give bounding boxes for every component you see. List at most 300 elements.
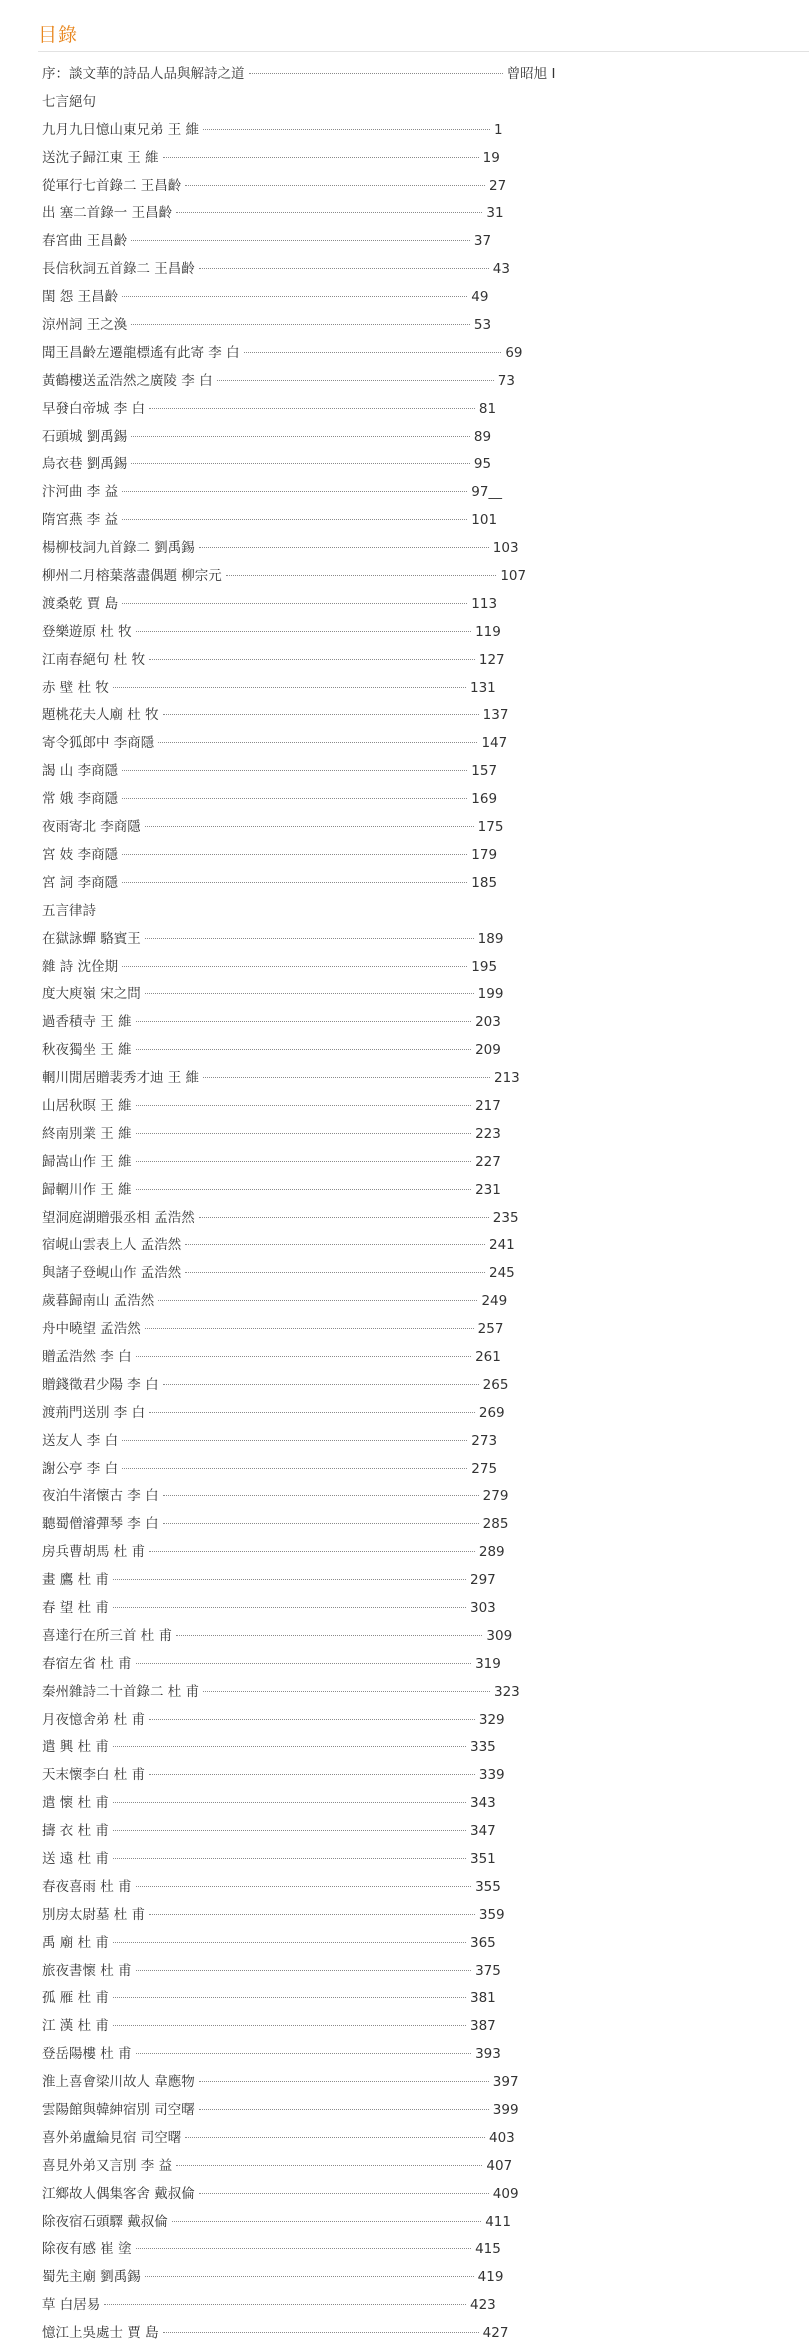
page-number: 309 [486,1627,513,1644]
toc-entry[interactable] [42,758,802,786]
entry-title: 畫 鷹 杜 甫 [42,1572,109,1589]
entry-title: 望洞庭湖贈張丞相 孟浩然 [42,1209,195,1226]
entry-title: 題桃花夫人廟 杜 牧 [42,707,159,724]
page-number: 231 [475,1181,501,1198]
toc-entry[interactable] [42,2264,802,2292]
page-number: 213 [493,1070,520,1087]
dot-leader [203,129,490,130]
heading-divider [38,51,809,52]
page-number: 97__ [471,484,502,501]
page-number: 113 [471,595,498,612]
page-number: 381 [470,1990,496,2007]
page-number: 409 [492,2185,519,2202]
toc-entry[interactable] [42,424,802,452]
toc-entry[interactable] [42,1511,802,1539]
page-number: 359 [478,1906,505,1923]
toc-entry[interactable] [42,479,802,507]
toc-entry[interactable] [42,1874,802,1902]
toc-entry[interactable] [42,702,802,730]
entry-title: 江南春絕句 杜 牧 [42,651,146,668]
entry-title: 舟中曉望 孟浩然 [42,1321,141,1338]
page-number: 365 [470,1934,496,1951]
dot-leader [145,993,474,994]
dot-leader [145,938,474,939]
dot-leader [199,2193,489,2194]
dot-leader [203,1691,490,1692]
toc-entry[interactable] [42,1260,802,1288]
entry-title: 春夜喜雨 杜 甫 [42,1878,132,1895]
page-number: 195 [471,958,498,975]
dot-leader [122,1440,467,1441]
toc-entry[interactable] [42,368,802,396]
page-number: 157 [471,763,498,780]
dot-leader [176,1635,482,1636]
dot-leader [136,2248,471,2249]
dot-leader [113,1830,466,1831]
dot-leader [199,2109,489,2110]
dot-leader [158,1300,477,1301]
page-number: 43 [492,261,510,278]
toc-entry[interactable] [42,730,802,758]
dot-leader [163,157,479,158]
toc-entry[interactable] [42,1846,802,1874]
toc-entry[interactable] [42,1205,802,1233]
toc-entry[interactable] [42,2153,802,2181]
toc-entry[interactable] [42,1065,802,1093]
page-number: 335 [470,1739,496,1756]
page-number: 387 [470,2018,496,2035]
dot-leader [113,1607,466,1608]
toc-entry[interactable] [42,1149,802,1177]
dot-leader [131,463,470,464]
page-number: 403 [489,2129,515,2146]
dot-leader [122,491,467,492]
entry-title: 禹 廟 杜 甫 [42,1934,109,1951]
entry-title: 房兵曹胡馬 杜 甫 [42,1544,146,1561]
entry-title: 聽蜀僧濬彈琴 李 白 [42,1516,159,1533]
dot-leader [136,1356,471,1357]
entry-title: 江鄉故人偶集客舍 戴叔倫 [42,2185,195,2202]
section-title: 五言律詩 [42,902,96,919]
toc-entry[interactable] [42,1037,802,1065]
toc-entry[interactable] [42,1009,802,1037]
entry-title: 登岳陽樓 杜 甫 [42,2046,132,2063]
toc-section-heading [42,89,802,117]
toc-entry[interactable] [42,173,802,201]
page-number: 73 [497,372,515,389]
page-number: 37 [473,233,492,250]
entry-title: 秋夜獨坐 王 維 [42,1042,132,1059]
entry-title: 夜雨寄北 李商隱 [42,819,141,836]
toc-entry[interactable] [42,842,802,870]
toc-entry[interactable] [42,2041,802,2069]
toc-entry[interactable] [42,228,802,256]
toc-entry[interactable] [42,2320,802,2348]
entry-title: 渡荊門送別 李 白 [42,1404,146,1421]
toc-entry[interactable] [42,1483,802,1511]
page-number: 217 [475,1097,501,1114]
dot-leader [163,714,479,715]
page-number: 329 [478,1711,505,1728]
toc-entry[interactable] [42,145,802,173]
toc-entry[interactable] [42,2292,802,2320]
dot-leader [136,1189,471,1190]
toc-entry[interactable] [42,1762,802,1790]
entry-title: 九月九日憶山東兄弟 王 維 [42,121,200,138]
entry-title: 歸輞川作 王 維 [42,1181,132,1198]
page-number: 297 [470,1572,496,1589]
entry-title: 除夜有感 崔 塗 [42,2241,132,2258]
dot-leader [145,1328,474,1329]
toc-entry[interactable] [42,507,802,535]
page-number: 289 [478,1544,505,1561]
entry-title: 終南別業 王 維 [42,1125,132,1142]
dot-leader [149,659,475,660]
toc-entry[interactable] [42,451,802,479]
page-number: 107 [500,568,527,585]
entry-title: 謝公亭 李 白 [42,1460,119,1477]
page-number: 411 [485,2213,511,2230]
toc-entry[interactable] [42,2209,802,2237]
toc-entry[interactable] [42,1567,802,1595]
page-number: 285 [482,1516,509,1533]
entry-title: 輞川閒居贈裴秀才迪 王 維 [42,1070,200,1087]
dot-leader [158,742,477,743]
page-number: 31 [486,205,504,222]
toc-entry[interactable] [42,1902,802,1930]
page-number: 241 [489,1237,515,1254]
entry-title: 喜達行在所三首 杜 甫 [42,1627,173,1644]
dot-leader [122,519,467,520]
entry-title: 憶江上吳處士 賈 島 [42,2325,159,2342]
entry-title: 黃鶴樓送孟浩然之廣陵 李 白 [42,372,213,389]
dot-leader [145,826,474,827]
entry-title: 與諸子登峴山作 孟浩然 [42,1265,182,1282]
toc-entry[interactable] [42,1679,802,1707]
entry-title: 柳州二月榕葉落盡偶題 柳宗元 [42,568,222,585]
page-number: 323 [493,1683,520,1700]
toc-entry[interactable] [42,61,802,89]
toc-entry[interactable] [42,591,802,619]
entry-title: 遣 興 杜 甫 [42,1739,109,1756]
entry-title: 送友人 李 白 [42,1432,119,1449]
entry-title: 別房太尉墓 杜 甫 [42,1906,146,1923]
page-number: 119 [475,623,501,640]
dot-leader [136,1663,471,1664]
toc-entry[interactable] [42,926,802,954]
page-number: 103 [492,540,519,557]
dot-leader [131,240,470,241]
toc-entry[interactable] [42,312,802,340]
toc-entry[interactable] [42,1985,802,2013]
page-number: 261 [475,1348,501,1365]
entry-title: 歲暮歸南山 孟浩然 [42,1293,155,1310]
page-number: 351 [470,1851,496,1867]
dot-leader [122,1468,467,1469]
page-number: 185 [471,874,498,891]
toc-entry[interactable] [42,1734,802,1762]
toc-entry[interactable] [42,786,802,814]
dot-leader [163,1495,479,1496]
toc-heading: 目錄 [38,24,79,46]
toc-entry[interactable] [42,1372,802,1400]
page-number: 415 [475,2241,501,2258]
page-number: 27 [489,177,507,194]
toc-entry[interactable] [42,954,802,982]
entry-title: 春宿左省 杜 甫 [42,1655,132,1672]
page-number: 419 [477,2269,504,2286]
dot-leader [145,2276,474,2277]
page-number: 53 [473,317,492,334]
entry-title: 天末懷李白 杜 甫 [42,1767,146,1784]
dot-leader [217,380,494,381]
page-number: 81 [478,400,497,417]
dot-leader [136,631,471,632]
page-number: 209 [475,1042,501,1059]
entry-title: 喜見外弟又言別 李 益 [42,2157,173,2174]
dot-leader [131,324,470,325]
page-number: 101 [471,512,498,529]
dot-leader [176,212,482,213]
entry-title: 登樂遊原 杜 牧 [42,623,132,640]
entry-title: 度大庾嶺 宋之問 [42,986,141,1003]
toc-entry[interactable] [42,981,802,1009]
entry-title: 旅夜書懷 杜 甫 [42,1962,132,1979]
page-number: 223 [475,1125,501,1142]
dot-leader [122,966,467,967]
dot-leader [113,687,466,688]
dot-leader [199,268,489,269]
toc-entry[interactable] [42,200,802,228]
dot-leader [149,408,475,409]
toc-entry[interactable] [42,1121,802,1149]
dot-leader [149,1719,475,1720]
entry-title: 宿峴山雲表上人 孟浩然 [42,1237,182,1254]
toc-entry[interactable] [42,1595,802,1623]
page-number: 147 [481,735,508,752]
entry-title: 閨 怨 王昌齡 [42,289,119,306]
page-number: 89 [473,428,492,445]
toc-entry[interactable] [42,1456,802,1484]
entry-title: 送 遠 杜 甫 [42,1851,109,1867]
toc-entry[interactable] [42,117,802,145]
dot-leader [163,2332,479,2333]
entry-title: 隋宮燕 李 益 [42,512,119,529]
entry-title: 江 漢 杜 甫 [42,2018,109,2035]
entry-title: 渡桑乾 賈 島 [42,595,119,612]
toc-entry[interactable] [42,535,802,563]
entry-title: 赤 壁 杜 牧 [42,679,109,696]
dot-leader [199,2081,489,2082]
dot-leader [113,2025,466,2026]
toc-entry[interactable] [42,284,802,312]
toc-entry[interactable] [42,814,802,842]
toc-entry[interactable] [42,1428,802,1456]
page-number: 423 [470,2297,496,2314]
page-number: 269 [478,1404,505,1421]
entry-title: 山居秋暝 王 維 [42,1097,132,1114]
page-number: 399 [492,2102,519,2119]
page-number: 227 [475,1153,501,1170]
toc-entry[interactable] [42,1930,802,1958]
page-number: 49 [471,289,489,306]
page-number: 375 [475,1962,501,1979]
dot-leader [136,1021,471,1022]
dot-leader [149,1774,475,1775]
entry-title: 謁 山 李商隱 [42,763,119,780]
entry-title: 遣 懷 杜 甫 [42,1795,109,1812]
toc-entry[interactable] [42,1539,802,1567]
page-number: 407 [486,2157,513,2174]
dot-leader [172,2221,481,2222]
entry-title: 淮上喜會梁川故人 韋應物 [42,2074,195,2091]
entry-title: 宮 詞 李商隱 [42,874,119,891]
page-number: 427 [482,2325,509,2342]
page-number: 319 [475,1655,501,1672]
page-number: 249 [481,1293,508,1310]
toc-entry[interactable] [42,647,802,675]
dot-leader [122,296,467,297]
page-number: 137 [482,707,509,724]
dot-leader [163,1523,479,1524]
toc-entry[interactable] [42,1093,802,1121]
page-number: 1 [493,121,503,138]
entry-title: 擣 衣 杜 甫 [42,1823,109,1840]
dot-leader [136,1970,471,1971]
toc-entry[interactable] [42,2013,802,2041]
dot-leader [122,603,467,604]
page-number: 273 [471,1432,498,1449]
entry-title: 夜泊牛渚懷古 李 白 [42,1488,159,1505]
dot-leader [122,798,467,799]
page-number: 95 [473,456,492,473]
toc-entry[interactable] [42,619,802,647]
dot-leader [131,436,470,437]
dot-leader [113,1997,466,1998]
entry-title: 宮 妓 李商隱 [42,846,119,863]
toc-entry[interactable] [42,1818,802,1846]
entry-title: 草 白居易 [42,2297,101,2314]
dot-leader [136,1133,471,1134]
dot-leader [249,73,503,74]
dot-leader [185,1272,485,1273]
entry-title: 歸嵩山作 王 維 [42,1153,132,1170]
dot-leader [185,185,485,186]
toc-entry[interactable] [42,2125,802,2153]
dot-leader [185,2137,485,2138]
page-number: 265 [482,1376,509,1393]
entry-title: 石頭城 劉禹錫 [42,428,128,445]
toc-entry[interactable] [42,1958,802,1986]
toc-entry[interactable] [42,1651,802,1679]
entry-title: 送沈子歸江東 王 維 [42,149,159,166]
toc-entry[interactable] [42,563,802,591]
entry-title: 楊柳枝詞九首錄二 劉禹錫 [42,540,195,557]
toc-entry[interactable] [42,675,802,703]
toc-entry[interactable] [42,396,802,424]
toc-section-heading [42,898,802,926]
entry-title: 涼州詞 王之渙 [42,317,128,334]
dot-leader [176,2165,482,2166]
toc-entry[interactable] [42,256,802,284]
page-number: 19 [482,149,500,166]
page-number: 347 [470,1823,496,1840]
entry-title: 秦州雜詩二十首錄二 杜 甫 [42,1683,200,1700]
entry-title: 過香積寺 王 維 [42,1014,132,1031]
dot-leader [136,1105,471,1106]
page-number: 69 [505,344,523,361]
table-of-contents [42,61,802,2348]
dot-leader [113,1746,466,1747]
page-number: 279 [482,1488,509,1505]
entry-title: 雲陽館與韓紳宿別 司空曙 [42,2102,195,2119]
dot-leader [136,1049,471,1050]
dot-leader [149,1914,475,1915]
page-number: 257 [477,1321,504,1338]
entry-title: 寄令狐郎中 李商隱 [42,735,155,752]
toc-entry[interactable] [42,1707,802,1735]
dot-leader [136,1161,471,1162]
entry-title: 烏衣巷 劉禹錫 [42,456,128,473]
dot-leader [104,2304,466,2305]
toc-entry[interactable] [42,1790,802,1818]
toc-entry[interactable] [42,1623,802,1651]
toc-entry[interactable] [42,1316,802,1344]
toc-entry[interactable] [42,870,802,898]
entry-title: 月夜憶舍弟 杜 甫 [42,1711,146,1728]
entry-title: 喜外弟盧綸見宿 司空曙 [42,2129,182,2146]
page-number: 275 [471,1460,498,1477]
toc-entry[interactable] [42,2181,802,2209]
entry-title: 從軍行七首錄二 王昌齡 [42,177,182,194]
entry-title: 除夜宿石頭驛 戴叔倫 [42,2213,168,2230]
toc-entry[interactable] [42,1344,802,1372]
toc-entry[interactable] [42,340,802,368]
page-number: 169 [471,791,498,808]
entry-title: 贈孟浩然 李 白 [42,1348,132,1365]
dot-leader [113,1942,466,1943]
toc-entry[interactable] [42,1288,802,1316]
entry-title: 序：談文華的詩品人品與解詩之道 [42,66,245,82]
toc-entry[interactable] [42,2236,802,2264]
dot-leader [203,1077,490,1078]
page-number: 199 [477,986,504,1003]
dot-leader [149,1551,475,1552]
toc-entry[interactable] [42,1400,802,1428]
page-number: 127 [478,651,505,668]
entry-title: 春 望 杜 甫 [42,1599,109,1616]
dot-leader [113,1802,466,1803]
entry-title: 常 娥 李商隱 [42,791,119,808]
entry-title: 春宮曲 王昌齡 [42,233,128,250]
dot-leader [226,575,497,576]
entry-title: 贈錢徵君少陽 李 白 [42,1376,159,1393]
toc-entry[interactable] [42,1177,802,1205]
page-number: 175 [477,819,504,836]
dot-leader [199,547,489,548]
page-number: 131 [470,679,496,696]
toc-entry[interactable] [42,1232,802,1260]
entry-title: 蜀先主廟 劉禹錫 [42,2269,141,2286]
entry-title: 聞王昌齡左遷龍標遙有此寄 李 白 [42,344,240,361]
dot-leader [136,2053,471,2054]
toc-entry[interactable] [42,2097,802,2125]
page-number: 235 [492,1209,519,1226]
toc-entry[interactable] [42,2069,802,2097]
dot-leader [185,1244,485,1245]
section-title: 七言絕句 [42,93,96,110]
entry-title: 在獄詠蟬 駱賓王 [42,930,141,947]
